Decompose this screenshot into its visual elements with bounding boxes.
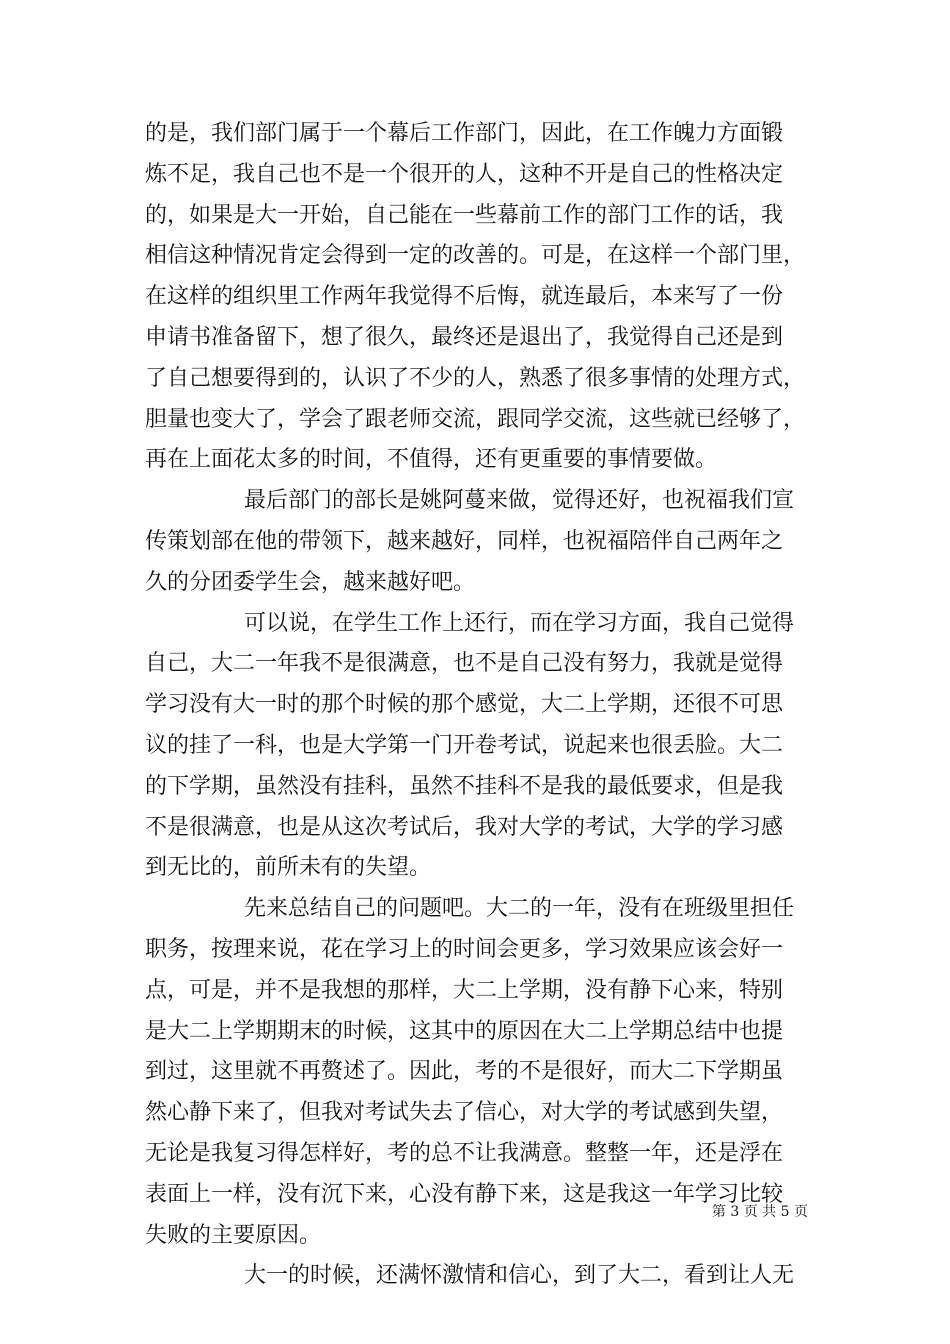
paragraph-3 (145, 604, 810, 890)
text-line: 了自己想要得到的，认识了不少的人，熟悉了很多事情的处理方式， (145, 365, 806, 391)
text-line: 点，可是，并不是我想的那样，大二上学期，没有静下心来，特别 (145, 977, 784, 1003)
text-line: 不是很满意，也是从这次考试后，我对大学的考试，大学的学习感 (145, 814, 784, 840)
text-line: 到无比的，前所未有的失望。 (145, 855, 432, 881)
text-line: 职务，按理来说，花在学习上的时间会更多，学习效果应该会好一 (145, 936, 784, 962)
text-line: 传策划部在他的带领下，越来越好，同样，也祝福陪伴自己两年之 (145, 528, 784, 554)
text-line: 申请书准备留下，想了很久，最终还是退出了，我觉得自己还是到 (145, 324, 784, 350)
text-line: 最后部门的部长是姚阿蔓来做，觉得还好，也祝福我们宣 (244, 488, 795, 514)
text-line: 再在上面花太多的时间，不值得，还有更重要的事情要做。 (145, 447, 718, 473)
page-number-footer: 第 3 页 共 5 页 (711, 1204, 808, 1220)
text-line: 学习没有大一时的那个时候的那个感觉，大二上学期，还很不可思 (145, 692, 784, 718)
document-body (145, 114, 810, 1297)
text-line: 无论是我复习得怎样好，考的总不让我满意。整整一年，还是浮在 (145, 1140, 784, 1166)
text-line: 胆量也变大了，学会了跟老师交流，跟同学交流，这些就已经够了， (145, 406, 806, 432)
text-line: 先来总结自己的问题吧。大二的一年，没有在班级里担任 (244, 896, 795, 922)
text-line: 久的分团委学生会，越来越好吧。 (145, 569, 476, 595)
paragraph-4 (145, 889, 810, 1256)
text-line: 到过，这里就不再赘述了。因此，考的不是很好，而大二下学期虽 (145, 1059, 784, 1085)
text-line: 可以说，在学生工作上还行，而在学习方面，我自己觉得 (244, 610, 795, 636)
text-line: 在这样的组织里工作两年我觉得不后悔，就连最后，本来写了一份 (145, 284, 784, 310)
text-line: 表面上一样，没有沉下来，心没有静下来，这是我这一年学习比较 (145, 1181, 784, 1207)
text-line: 相信这种情况肯定会得到一定的改善的。可是，在这样一个部门里， (145, 243, 806, 269)
text-line: 的是，我们部门属于一个幕后工作部门，因此，在工作魄力方面锻 (145, 121, 784, 146)
text-line: 然心静下来了，但我对考试失去了信心，对大学的考试感到失望， (145, 1100, 784, 1126)
paragraph-5 (145, 1256, 810, 1297)
paragraph-1 (145, 114, 810, 481)
text-line: 大一的时候，还满怀激情和信心，到了大二，看到让人无 (244, 1263, 795, 1289)
text-line: 的，如果是大一开始，自己能在一些幕前工作的部门工作的话，我 (145, 202, 784, 228)
text-line: 议的挂了一科，也是大学第一门开卷考试，说起来也很丢脸。大二 (145, 732, 784, 758)
paragraph-2 (145, 481, 810, 603)
text-line: 炼不足，我自己也不是一个很开的人，这种不开是自己的性格决定 (145, 161, 784, 187)
text-line: 失败的主要原因。 (145, 1222, 322, 1248)
text-line: 自己，大二一年我不是很满意，也不是自己没有努力，我就是觉得 (145, 651, 784, 677)
text-line: 是大二上学期期末的时候，这其中的原因在大二上学期总结中也提 (145, 1018, 784, 1044)
text-line: 的下学期，虽然没有挂科，虽然不挂科不是我的最低要求，但是我 (145, 773, 784, 799)
